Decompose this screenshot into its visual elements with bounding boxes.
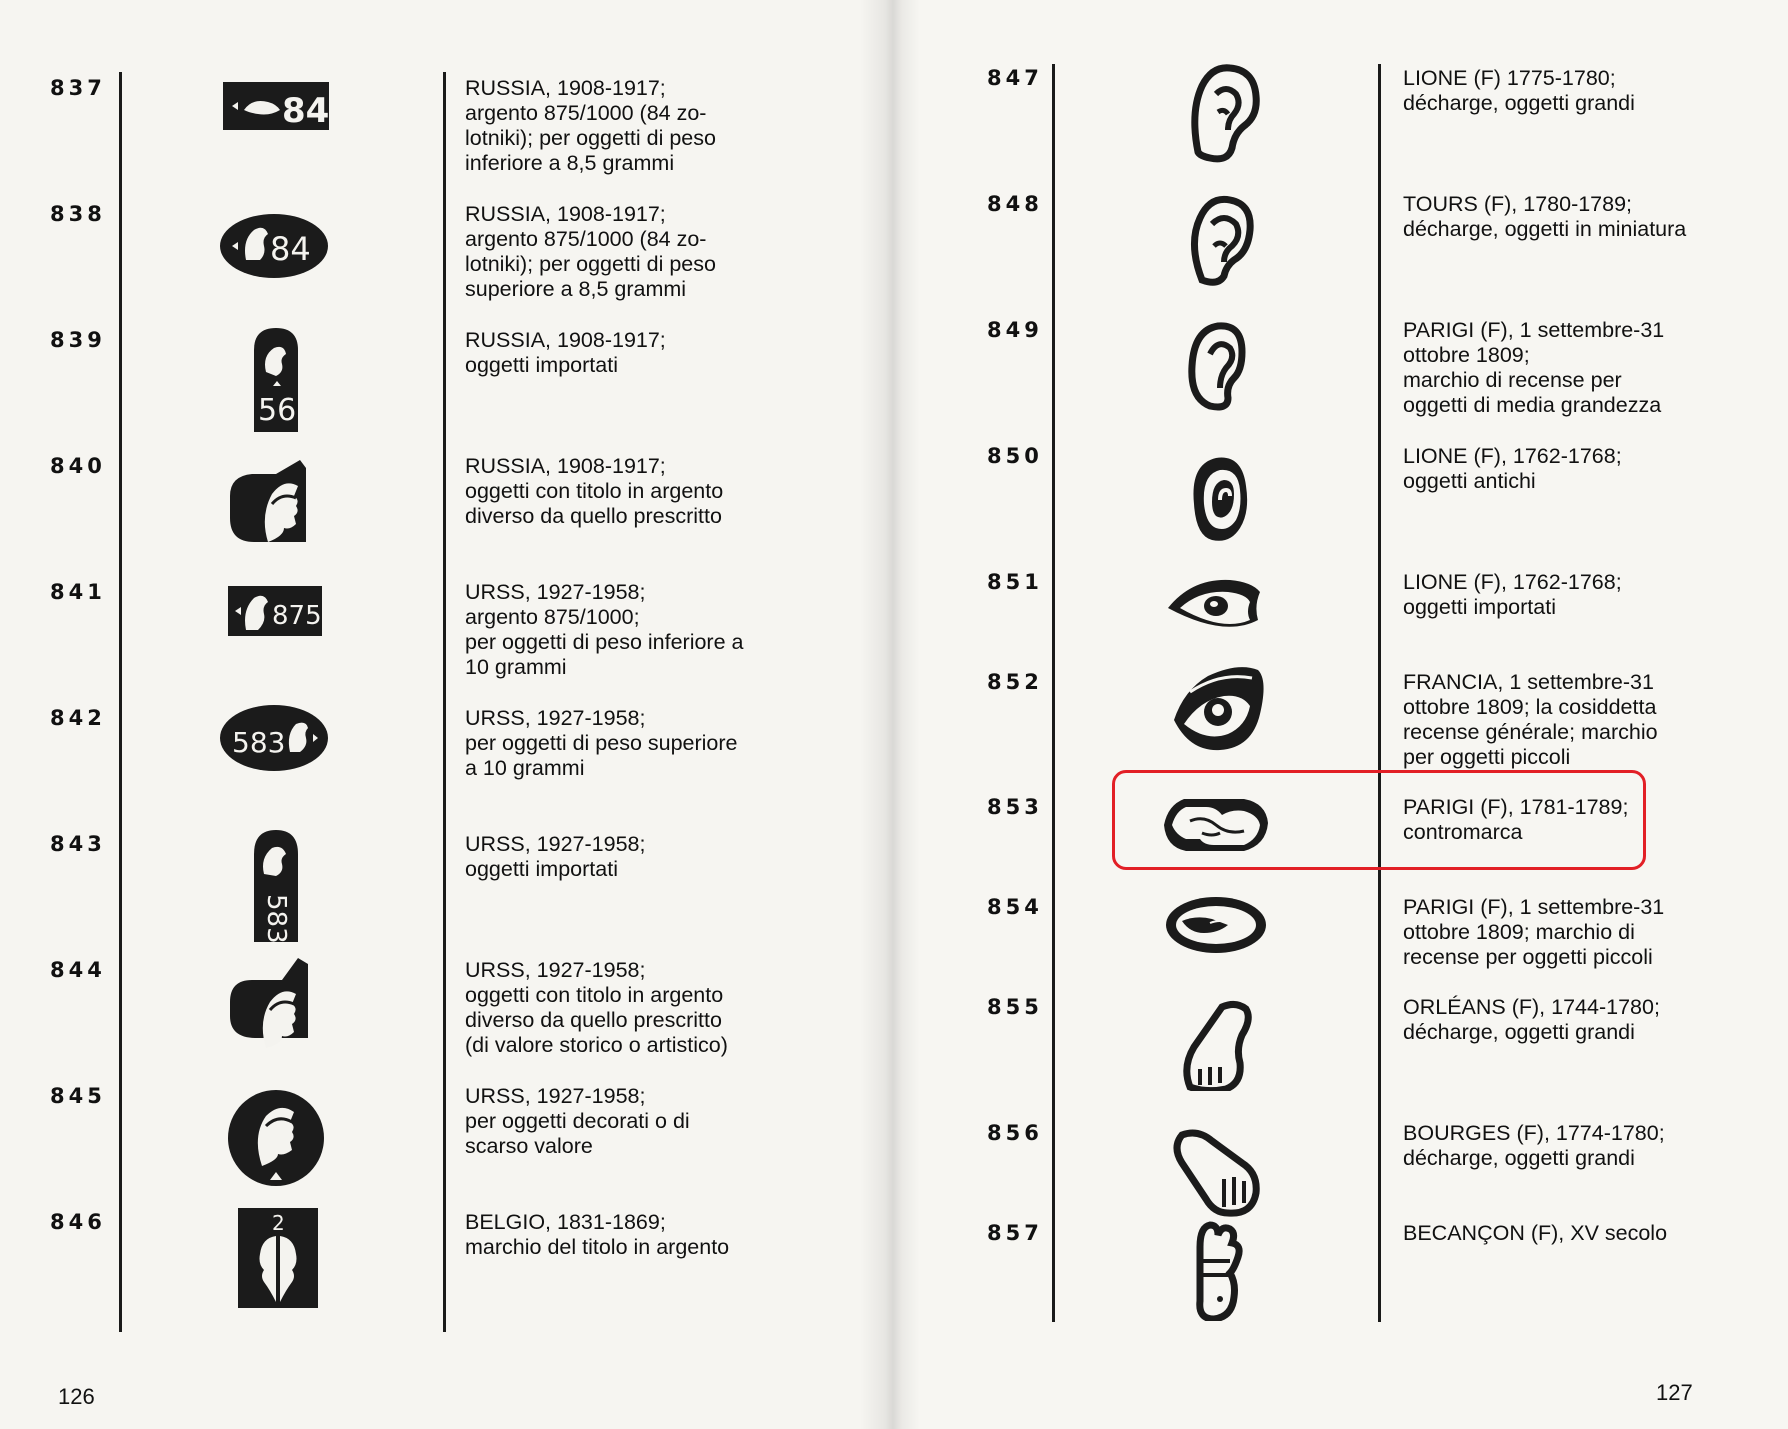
svg-text:84: 84 (270, 230, 311, 268)
hallmark-entry (0, 1210, 885, 1336)
hallmark-entry (885, 444, 1788, 570)
entry-number: 845 (50, 1084, 106, 1108)
hallmark-entry (885, 318, 1788, 444)
page-number: 126 (58, 1384, 95, 1409)
head-oval-mark-icon (210, 698, 340, 808)
entry-description: RUSSIA, 1908-1917; argento 875/1000 (84 zo- lotniki); per oggetti di peso inferiore a 8,5 grammi (465, 76, 716, 175)
hallmark-entry (0, 1084, 885, 1210)
highlight-box (1112, 770, 1646, 870)
entry-number: 855 (987, 995, 1043, 1019)
head-profile-mark-icon (210, 950, 340, 1060)
entry-description: PARIGI (F), 1 settembre-31 ottobre 1809; marchio di recense per oggetti piccoli (1403, 895, 1665, 969)
hand-mark-icon (1150, 891, 1280, 961)
entry-description: LIONE (F) 1775-1780; décharge, oggetti grandi (1403, 66, 1635, 115)
entry-number: 851 (987, 570, 1043, 594)
eye-mark-icon (1150, 662, 1280, 762)
entry-description: URSS, 1927-1958; oggetti con titolo in argento diverso da quello prescritto (di valore storico o artistico) (465, 958, 728, 1057)
entry-description: LIONE (F), 1762-1768; oggetti antichi (1403, 444, 1622, 493)
entry-description: FRANCIA, 1 settembre-31 ottobre 1809; la cosiddetta recense générale; marchio per oggetti piccoli (1403, 670, 1658, 769)
hallmark-entry (885, 995, 1788, 1121)
entry-number: 842 (50, 706, 106, 730)
hallmark-entry (0, 832, 885, 958)
entry-number: 852 (987, 670, 1043, 694)
entry-description: ORLÉANS (F), 1744-1780; décharge, oggetti grandi (1403, 995, 1660, 1044)
hand-mark-icon (1150, 1119, 1280, 1219)
entry-description: URSS, 1927-1958; per oggetti decorati o di scarso valore (465, 1084, 690, 1158)
hallmark-entry (0, 454, 885, 580)
entry-description: BELGIO, 1831-1869; marchio del titolo in argento (465, 1210, 730, 1259)
hallmark-entry (0, 76, 885, 202)
hallmark-entry (0, 958, 885, 1084)
entry-number: 856 (987, 1121, 1043, 1145)
svg-text:56: 56 (258, 393, 297, 428)
head-oval-mark-icon (210, 194, 340, 304)
entry-number: 854 (987, 895, 1043, 919)
hallmark-entry (0, 706, 885, 832)
entry-number: 847 (987, 66, 1043, 90)
left-page (0, 0, 885, 1429)
head-profile-mark-icon (210, 446, 340, 556)
hand-mark-icon (210, 72, 340, 182)
entry-description: RUSSIA, 1908-1917; argento 875/1000 (84 zo- lotniki); per oggetti di peso superiore a 8,5 grammi (465, 202, 716, 301)
entry-number: 844 (50, 958, 106, 982)
ear-mark-icon (1150, 188, 1280, 292)
book-gutter (860, 0, 920, 1429)
page-number: 127 (1656, 1380, 1693, 1405)
ear-mark-icon (1150, 448, 1280, 548)
entry-description: LIONE (F), 1762-1768; oggetti importati (1403, 570, 1622, 619)
fist-mark-icon (1150, 991, 1280, 1091)
entry-description: URSS, 1927-1958; per oggetti di peso superiore a 10 grammi (465, 706, 738, 780)
entry-description: URSS, 1927-1958; argento 875/1000; per oggetti di peso inferiore a 10 grammi (465, 580, 744, 679)
ear-mark-icon (1150, 60, 1280, 164)
entry-description: PARIGI (F), 1 settembre-31 ottobre 1809; marchio di recense per oggetti di media grandezza (1403, 318, 1665, 417)
entry-number: 837 (50, 76, 106, 100)
hallmark-entry (885, 66, 1788, 192)
entry-number: 838 (50, 202, 106, 226)
entry-description: PARIGI (F), 1781-1789; contromarca (1403, 795, 1629, 844)
entry-number: 839 (50, 328, 106, 352)
raised-hand-mark-icon (1150, 1217, 1280, 1321)
head-rect-mark-icon (210, 572, 340, 682)
head-circle-mark-icon (210, 1082, 340, 1192)
entry-number: 849 (987, 318, 1043, 342)
entry-description: TOURS (F), 1780-1789; décharge, oggetti in miniatura (1403, 192, 1687, 241)
svg-text:583: 583 (261, 894, 291, 944)
svg-text:2: 2 (272, 1211, 285, 1235)
entry-number: 840 (50, 454, 106, 478)
hallmark-entry (885, 192, 1788, 318)
hallmark-entry (0, 202, 885, 328)
entry-description: RUSSIA, 1908-1917; oggetti importati (465, 328, 666, 377)
ear-mark-icon (1150, 314, 1280, 414)
eye-mark-icon (1150, 568, 1280, 648)
entry-number: 848 (987, 192, 1043, 216)
entry-number: 843 (50, 832, 106, 856)
entry-description: BECANÇON (F), XV secolo (1403, 1221, 1668, 1245)
svg-text:583: 583 (232, 726, 286, 759)
entry-description: URSS, 1927-1958; oggetti importati (465, 832, 646, 881)
hallmark-entry (885, 1221, 1788, 1347)
entry-number: 846 (50, 1210, 106, 1234)
entry-number: 841 (50, 580, 106, 604)
head-tombstone-mark-icon (210, 818, 340, 948)
svg-text:84: 84 (282, 91, 330, 131)
entry-number: 857 (987, 1221, 1043, 1245)
entry-number: 850 (987, 444, 1043, 468)
svg-text:875: 875 (272, 601, 322, 631)
right-page (885, 0, 1788, 1429)
hallmark-entry (0, 580, 885, 706)
entry-description: RUSSIA, 1908-1917; oggetti con titolo in argento diverso da quello prescritto (465, 454, 724, 528)
entry-number: 853 (987, 795, 1043, 819)
hallmark-entry (0, 328, 885, 454)
head-tombstone-mark-icon (210, 320, 340, 440)
janus-head-mark-icon (210, 1206, 340, 1310)
entry-description: BOURGES (F), 1774-1780; décharge, oggetti grandi (1403, 1121, 1665, 1170)
